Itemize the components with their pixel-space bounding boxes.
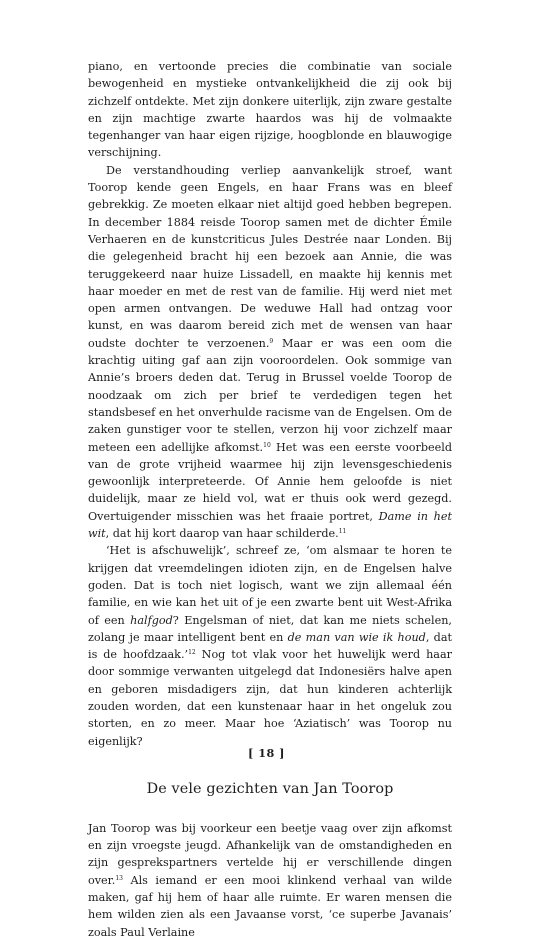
italic-title: de man van wie ik houd: [287, 630, 426, 644]
footnote-ref: 10: [263, 441, 271, 449]
paragraph: piano, en vertoonde precies die combinatie van sociale bewogenheid en mystieke ontvankelijkheid die zij ook bij zichzelf ontdekte. Met zijn donkere uiterlijk, zijn zware gestalte en zijn machtige zwarte haardos was hij de volmaakte tegenhanger van haar eigen rijzige, hoogblonde en blauwogige verschijning.: [88, 60, 452, 160]
paragraphs-bottom: [88, 820, 452, 941]
paragraph: Jan Toorop was bij voorkeur een beetje vaag over zijn afkomst en zijn vroegste jeugd. Afhankelijk van de omstandigheden en zijn gesprekspartners vertelde hij er verschillende dingen over.$^{13}$ Als iemand er een mooi klinkend verhaal van wilde maken, gaf hij hem of haar alle ruimte. Er waren mensen die hem wilden zien als een Javaanse vorst, ‘ce superbe Javanais’ zoals Paul Verlaine: [88, 821, 452, 939]
paragraph: ‘Het is afschuwelijk’, schreef ze, ‘om alsmaar te horen te krijgen dat vreemdelingen idioten zijn, en de Engelsen halve goden. Dat is toch niet logisch, want we zijn allemaal één familie, en wie kan het uit of je een zwarte bent uit West-Afrika of een halfgod? Engelsman of niet, dat kan me niets schelen, zolang je maar intelligent bent en de man van wie ik houd, dat is de hoofdzaak.’$^{12}$ Nog tot vlak voor het huwelijk werd haar door sommige verwanten uitgelegd dat Indonesiërs halve apen en geboren misdadigers zijn, dat hun kinderen achterlijk zouden worden, dat een kunstenaar haar in het ongeluk zou storten, en zo meer. Maar hoe ‘Aziatisch’ was Toorop nu eigenlijk?: [88, 544, 452, 748]
section-heading: De vele gezichten van Jan Toorop: [146, 780, 394, 797]
body-text: [88, 58, 452, 941]
footnote-ref: 9: [269, 337, 274, 345]
paragraphs-top: [88, 58, 452, 750]
italic-title: Dame in het wit: [88, 509, 452, 541]
footnote-ref: 11: [338, 528, 347, 536]
page-number: [ 18 ]: [248, 746, 285, 760]
italic-title: halfgod: [130, 613, 173, 627]
footnote-ref: 12: [188, 649, 196, 657]
footnote-ref: 13: [115, 874, 123, 882]
paragraph: De verstandhouding verliep aanvankelijk stroef, want Toorop kende geen Engels, en haar Frans was en bleef gebrekkig. Ze moeten elkaar niet altijd goed hebben begrepen. In december 1884 reisde Toorop samen met de dichter Émile Verhaeren en de kunstcriticus Jules Destrée naar Londen. Bij die gelegenheid bracht hij een bezoek aan Annie, die was teruggekeerd naar huize Lissadell, en maakte hij kennis met haar moeder en met de rest van de familie. Hij werd niet met open armen ontvangen. De weduwe Hall had ontzag voor kunst, en was daarom bereid zich met de wensen van haar oudste dochter te verzoenen.$^9$ Maar er was een oom die krachtig uiting gaf aan zijn vooroordelen. Ook sommige van Annie’s broers deden dat. Terug in Brussel voelde Toorop de noodzaak om zich per brief te verdedigen tegen het standsbesef en het onverhulde racisme van de Engelsen. Om de zaken gunstiger voor te stellen, verzon hij voor zichzelf maar meteen een adellijke afkomst.$^{10}$ Het was een eerste voorbeeld van de grote vrijheid waarmee hij zijn levensgeschiedenis gewoonlijk interpreteerde. Of Annie hem geloofde is niet duidelijk, maar ze hield vol, wat er thuis ook werd gezegd. Overtuigender misschien was het fraaie portret, Dame in het wit, dat hij kort daarop van haar schilderde.$^{11}$: [88, 163, 452, 541]
